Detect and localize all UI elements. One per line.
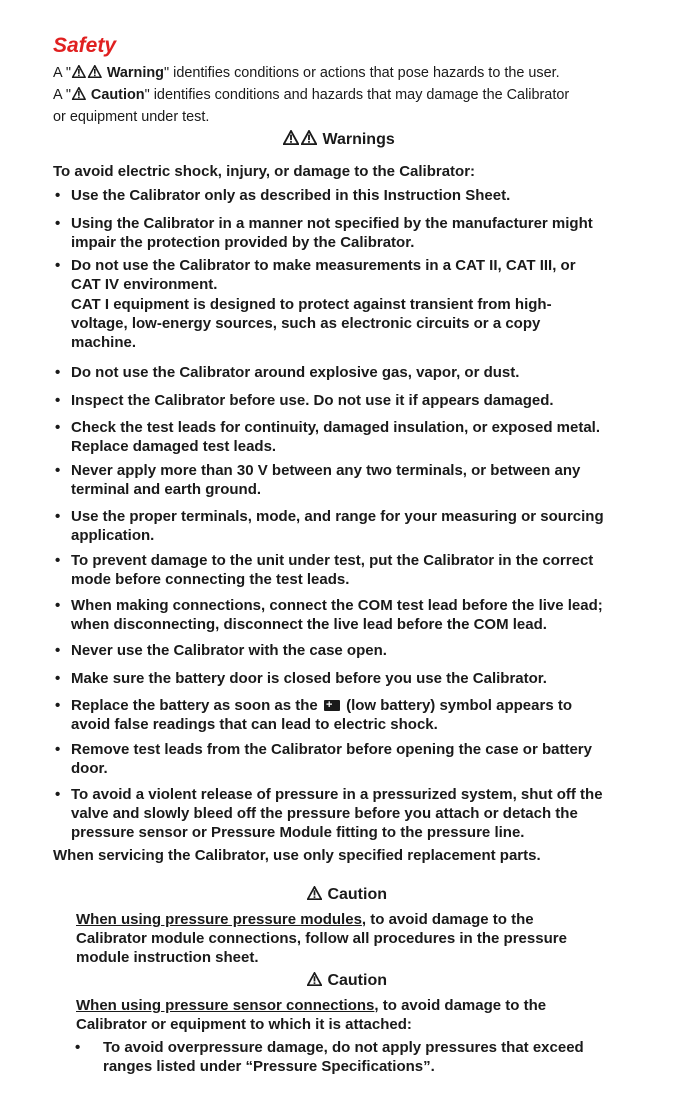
- cat-note: CAT I equipment is designed to protect against transient from high- voltage, low-energy sources, such as electronic circuits or a copy machine.: [71, 296, 552, 351]
- warnings-lead-text: To avoid electric shock, injury, or damage to the Calibrator:: [53, 163, 476, 180]
- caution-heading: Caution: [306, 885, 387, 904]
- caution-pressure-modules: When using pressure pressure modules, to avoid damage to the Calibrator module connections, follow all procedures in the pressure module instruction sheet.: [76, 911, 567, 966]
- warning-triangle-icon: [88, 65, 102, 78]
- servicing-note: When servicing the Calibrator, use only specified replacement parts.: [53, 847, 541, 864]
- warning-triangle-icon: [283, 130, 299, 145]
- pressure-sensor-link[interactable]: When using pressure sensor connections: [76, 997, 375, 1014]
- page-title: Safety: [53, 34, 117, 57]
- caution-heading: Caution: [306, 971, 387, 990]
- intro-line-warning: A " Warning" identifies conditions or actions that pose hazards to the user.: [53, 65, 560, 81]
- warning-triangle-icon: [301, 130, 317, 145]
- warning-triangle-icon: [307, 886, 322, 900]
- safety-page: Safety A " Warning" identifies conditions or actions that pose hazards to the user. A " Caution" identifies conditions and hazards that may damage the Calibrator or equipment under test. Warnings To avoid electric shock, injury, or damage to the Calibrator: • Use the Calibrator only as described in this Instruction Sheet. • Using the Calibrator in a manner not specified by the manufacturer might impair the protection provided by the Calibrator. • Do not use the Calibrator to make measurements in a CAT II, CAT III, or CAT IV environment. • Do not use the Calibrator around explosive gas, vapor, or dust. • Inspect the Calibrator before use. Do not use it if appears damaged. • Check the test leads for continuity, damaged insulation, or exposed metal. Replace damaged test leads. • Never apply more than 30 V between any two terminals, or between any terminal and earth ground. • Use the proper terminals, mode, and range for your measuring or sourcing application. • To prevent damage to the unit under test, put the Calibrator in the correct mode before connecting the test leads. • When making connections, connect the COM test lead before the live lead; when disconnecting, disconnect the live lead before the COM lead. • Never use the Calibrator with the case open. • Make sure the battery door is closed before you use the Calibrator. • Replace the battery as soon as the + (low battery) symbol appears to avoid false readings that can lead to electric shock. • Remove test leads from the Calibrator before opening the case or battery door. • To avoid a violent release of pressure in a pressurized system, shut off the valve and slowly bleed off the pressure before you attach or detach the pressure sensor or Pressure Module fitting to the pressure line. CAT I equipment is designed to protect against transient from high- voltage, low-energy sources, such as electronic circuits or a copy machine. When servicing the Calibrator, use only specified replacement parts. Caution When using pressure pressure modules, to avoid damage to the Calibrator module connections, follow all procedures in the pressure module instruction sheet. Caution When using pressure sensor connections, to avoid damage to the Calibrator or equipment to which it is attached: • To avoid overpressure damage, do not apply pressures that exceed ranges listed under “Pressure Specifications”.: [0, 0, 679, 1119]
- warning-triangle-icon: [72, 65, 86, 78]
- warnings-heading: Warnings: [282, 130, 395, 149]
- warning-triangle-icon: [307, 972, 322, 986]
- caution-pressure-sensor: When using pressure sensor connections, to avoid damage to the Calibrator or equipment to which it is attached:: [76, 997, 547, 1033]
- warning-triangle-icon: [72, 87, 86, 100]
- intro-line-equipment: or equipment under test.: [53, 109, 210, 125]
- intro-line-caution: A " Caution" identifies conditions and hazards that may damage the Calibrator: [53, 87, 570, 103]
- low-battery-icon: [324, 700, 340, 711]
- pressure-modules-link[interactable]: When using pressure pressure modules: [76, 911, 362, 928]
